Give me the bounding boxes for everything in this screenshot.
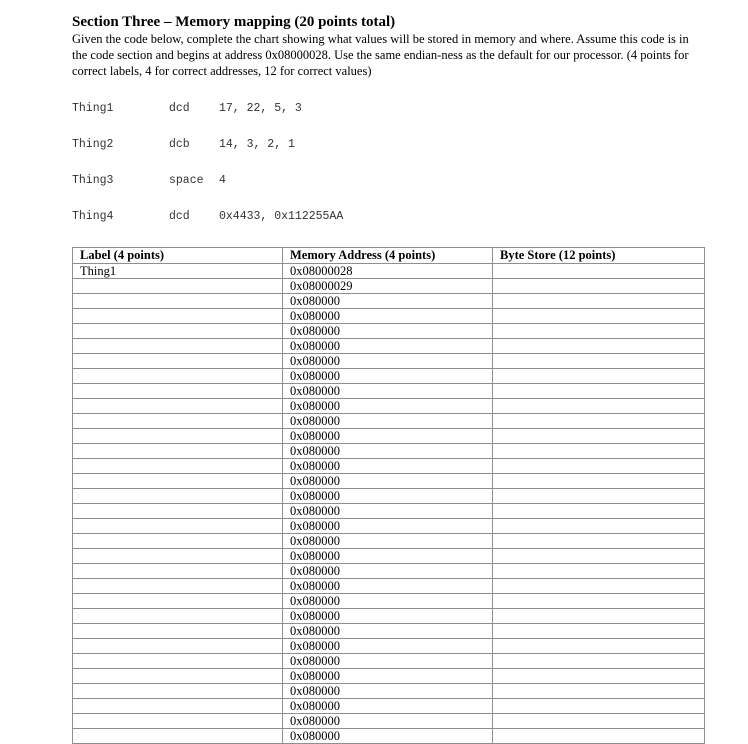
table-row xyxy=(73,294,705,309)
code-line xyxy=(72,139,704,151)
byte-store-cell xyxy=(493,534,705,549)
table-row xyxy=(73,624,705,639)
address-cell: 0x080000 xyxy=(283,429,493,444)
address-cell: 0x080000 xyxy=(283,699,493,714)
byte-store-cell xyxy=(493,714,705,729)
address-cell: 0x080000 xyxy=(283,369,493,384)
table-row xyxy=(73,264,705,279)
label-cell xyxy=(73,669,283,684)
byte-store-cell xyxy=(493,564,705,579)
byte-store-cell xyxy=(493,309,705,324)
code-directive: space xyxy=(169,174,204,187)
table-row xyxy=(73,579,705,594)
table-row xyxy=(73,474,705,489)
document-page xyxy=(72,14,704,744)
address-cell: 0x080000 xyxy=(283,549,493,564)
code-label: Thing4 xyxy=(72,210,114,223)
label-cell xyxy=(73,414,283,429)
byte-store-cell xyxy=(493,354,705,369)
code-line xyxy=(72,175,704,187)
address-cell: 0x080000 xyxy=(283,654,493,669)
label-cell xyxy=(73,564,283,579)
table-row xyxy=(73,669,705,684)
address-cell: 0x080000 xyxy=(283,309,493,324)
address-cell: 0x080000 xyxy=(283,534,493,549)
byte-store-cell xyxy=(493,369,705,384)
table-row xyxy=(73,309,705,324)
code-line xyxy=(72,211,704,223)
code-directive: dcb xyxy=(169,138,190,151)
address-cell: 0x080000 xyxy=(283,294,493,309)
label-cell xyxy=(73,609,283,624)
code-args: 14, 3, 2, 1 xyxy=(219,138,295,151)
address-cell: 0x08000028 xyxy=(283,264,493,279)
table-header-row xyxy=(73,248,705,264)
address-cell: 0x080000 xyxy=(283,579,493,594)
address-cell: 0x080000 xyxy=(283,474,493,489)
table-row xyxy=(73,519,705,534)
label-cell xyxy=(73,519,283,534)
memory-map-table xyxy=(72,247,705,744)
byte-store-cell xyxy=(493,519,705,534)
address-cell: 0x080000 xyxy=(283,504,493,519)
section-instructions: Given the code below, complete the chart showing what values will be stored in memory and where. Assume this code is in the code section and begins at address 0x08000028. Use the same endian-ness as the default for our processor. (4 points for correct labels, 4 for correct addresses, 12 for correct values) xyxy=(72,32,689,78)
label-cell xyxy=(73,504,283,519)
table-row xyxy=(73,414,705,429)
address-cell: 0x080000 xyxy=(283,459,493,474)
table-row xyxy=(73,399,705,414)
table-row xyxy=(73,459,705,474)
address-cell: 0x080000 xyxy=(283,519,493,534)
address-cell: 0x080000 xyxy=(283,354,493,369)
label-cell xyxy=(73,384,283,399)
byte-store-cell xyxy=(493,399,705,414)
label-cell xyxy=(73,324,283,339)
address-cell: 0x080000 xyxy=(283,729,493,744)
address-cell: 0x080000 xyxy=(283,669,493,684)
byte-store-cell xyxy=(493,729,705,744)
table-row xyxy=(73,444,705,459)
byte-store-cell xyxy=(493,684,705,699)
code-args: 0x4433, 0x112255AA xyxy=(219,210,344,223)
byte-store-cell xyxy=(493,624,705,639)
table-row xyxy=(73,699,705,714)
byte-store-cell xyxy=(493,639,705,654)
address-cell: 0x080000 xyxy=(283,414,493,429)
label-cell xyxy=(73,459,283,474)
address-cell: 0x080000 xyxy=(283,684,493,699)
code-args: 17, 22, 5, 3 xyxy=(219,102,302,115)
table-row xyxy=(73,429,705,444)
label-cell xyxy=(73,294,283,309)
label-cell xyxy=(73,309,283,324)
byte-store-cell xyxy=(493,429,705,444)
label-cell xyxy=(73,729,283,744)
label-cell: Thing1 xyxy=(73,264,283,279)
table-row xyxy=(73,339,705,354)
byte-store-cell xyxy=(493,579,705,594)
label-cell xyxy=(73,429,283,444)
byte-store-cell xyxy=(493,459,705,474)
address-cell: 0x080000 xyxy=(283,609,493,624)
byte-store-cell xyxy=(493,324,705,339)
section-title: Section Three – Memory mapping (20 points total) xyxy=(72,14,396,30)
label-cell xyxy=(73,474,283,489)
byte-store-cell xyxy=(493,474,705,489)
byte-store-cell xyxy=(493,549,705,564)
label-cell xyxy=(73,534,283,549)
table-row xyxy=(73,609,705,624)
address-cell: 0x080000 xyxy=(283,564,493,579)
code-directive: dcd xyxy=(169,102,190,115)
label-cell xyxy=(73,444,283,459)
table-row xyxy=(73,594,705,609)
byte-store-cell xyxy=(493,699,705,714)
label-cell xyxy=(73,354,283,369)
label-cell xyxy=(73,579,283,594)
address-cell: 0x080000 xyxy=(283,324,493,339)
byte-store-cell xyxy=(493,279,705,294)
byte-store-cell xyxy=(493,339,705,354)
code-args: 4 xyxy=(219,174,226,187)
header-label: Label (4 points) xyxy=(73,248,283,264)
label-cell xyxy=(73,594,283,609)
address-cell: 0x080000 xyxy=(283,444,493,459)
label-cell xyxy=(73,654,283,669)
code-label: Thing2 xyxy=(72,138,114,151)
label-cell xyxy=(73,699,283,714)
label-cell xyxy=(73,399,283,414)
address-cell: 0x08000029 xyxy=(283,279,493,294)
byte-store-cell xyxy=(493,384,705,399)
table-row xyxy=(73,384,705,399)
table-row xyxy=(73,729,705,744)
byte-store-cell xyxy=(493,444,705,459)
byte-store-cell xyxy=(493,294,705,309)
byte-store-cell xyxy=(493,654,705,669)
table-row xyxy=(73,549,705,564)
table-row xyxy=(73,324,705,339)
label-cell xyxy=(73,489,283,504)
code-label: Thing3 xyxy=(72,174,114,187)
label-cell xyxy=(73,279,283,294)
table-row xyxy=(73,684,705,699)
address-cell: 0x080000 xyxy=(283,639,493,654)
code-line xyxy=(72,103,704,115)
table-row xyxy=(73,564,705,579)
table-row xyxy=(73,489,705,504)
address-cell: 0x080000 xyxy=(283,339,493,354)
table-row xyxy=(73,714,705,729)
address-cell: 0x080000 xyxy=(283,714,493,729)
code-listing xyxy=(72,79,704,247)
table-row xyxy=(73,354,705,369)
byte-store-cell xyxy=(493,489,705,504)
address-cell: 0x080000 xyxy=(283,489,493,504)
byte-store-cell xyxy=(493,504,705,519)
label-cell xyxy=(73,684,283,699)
code-directive: dcd xyxy=(169,210,190,223)
address-cell: 0x080000 xyxy=(283,624,493,639)
label-cell xyxy=(73,714,283,729)
label-cell xyxy=(73,369,283,384)
label-cell xyxy=(73,339,283,354)
address-cell: 0x080000 xyxy=(283,594,493,609)
table-row xyxy=(73,534,705,549)
label-cell xyxy=(73,639,283,654)
address-cell: 0x080000 xyxy=(283,399,493,414)
label-cell xyxy=(73,624,283,639)
table-row xyxy=(73,639,705,654)
header-byte-store: Byte Store (12 points) xyxy=(493,248,705,264)
table-row xyxy=(73,369,705,384)
byte-store-cell xyxy=(493,609,705,624)
code-label: Thing1 xyxy=(72,102,114,115)
byte-store-cell xyxy=(493,414,705,429)
table-row xyxy=(73,504,705,519)
table-row xyxy=(73,279,705,294)
table-row xyxy=(73,654,705,669)
address-cell: 0x080000 xyxy=(283,384,493,399)
header-address: Memory Address (4 points) xyxy=(283,248,493,264)
byte-store-cell xyxy=(493,264,705,279)
byte-store-cell xyxy=(493,669,705,684)
label-cell xyxy=(73,549,283,564)
byte-store-cell xyxy=(493,594,705,609)
